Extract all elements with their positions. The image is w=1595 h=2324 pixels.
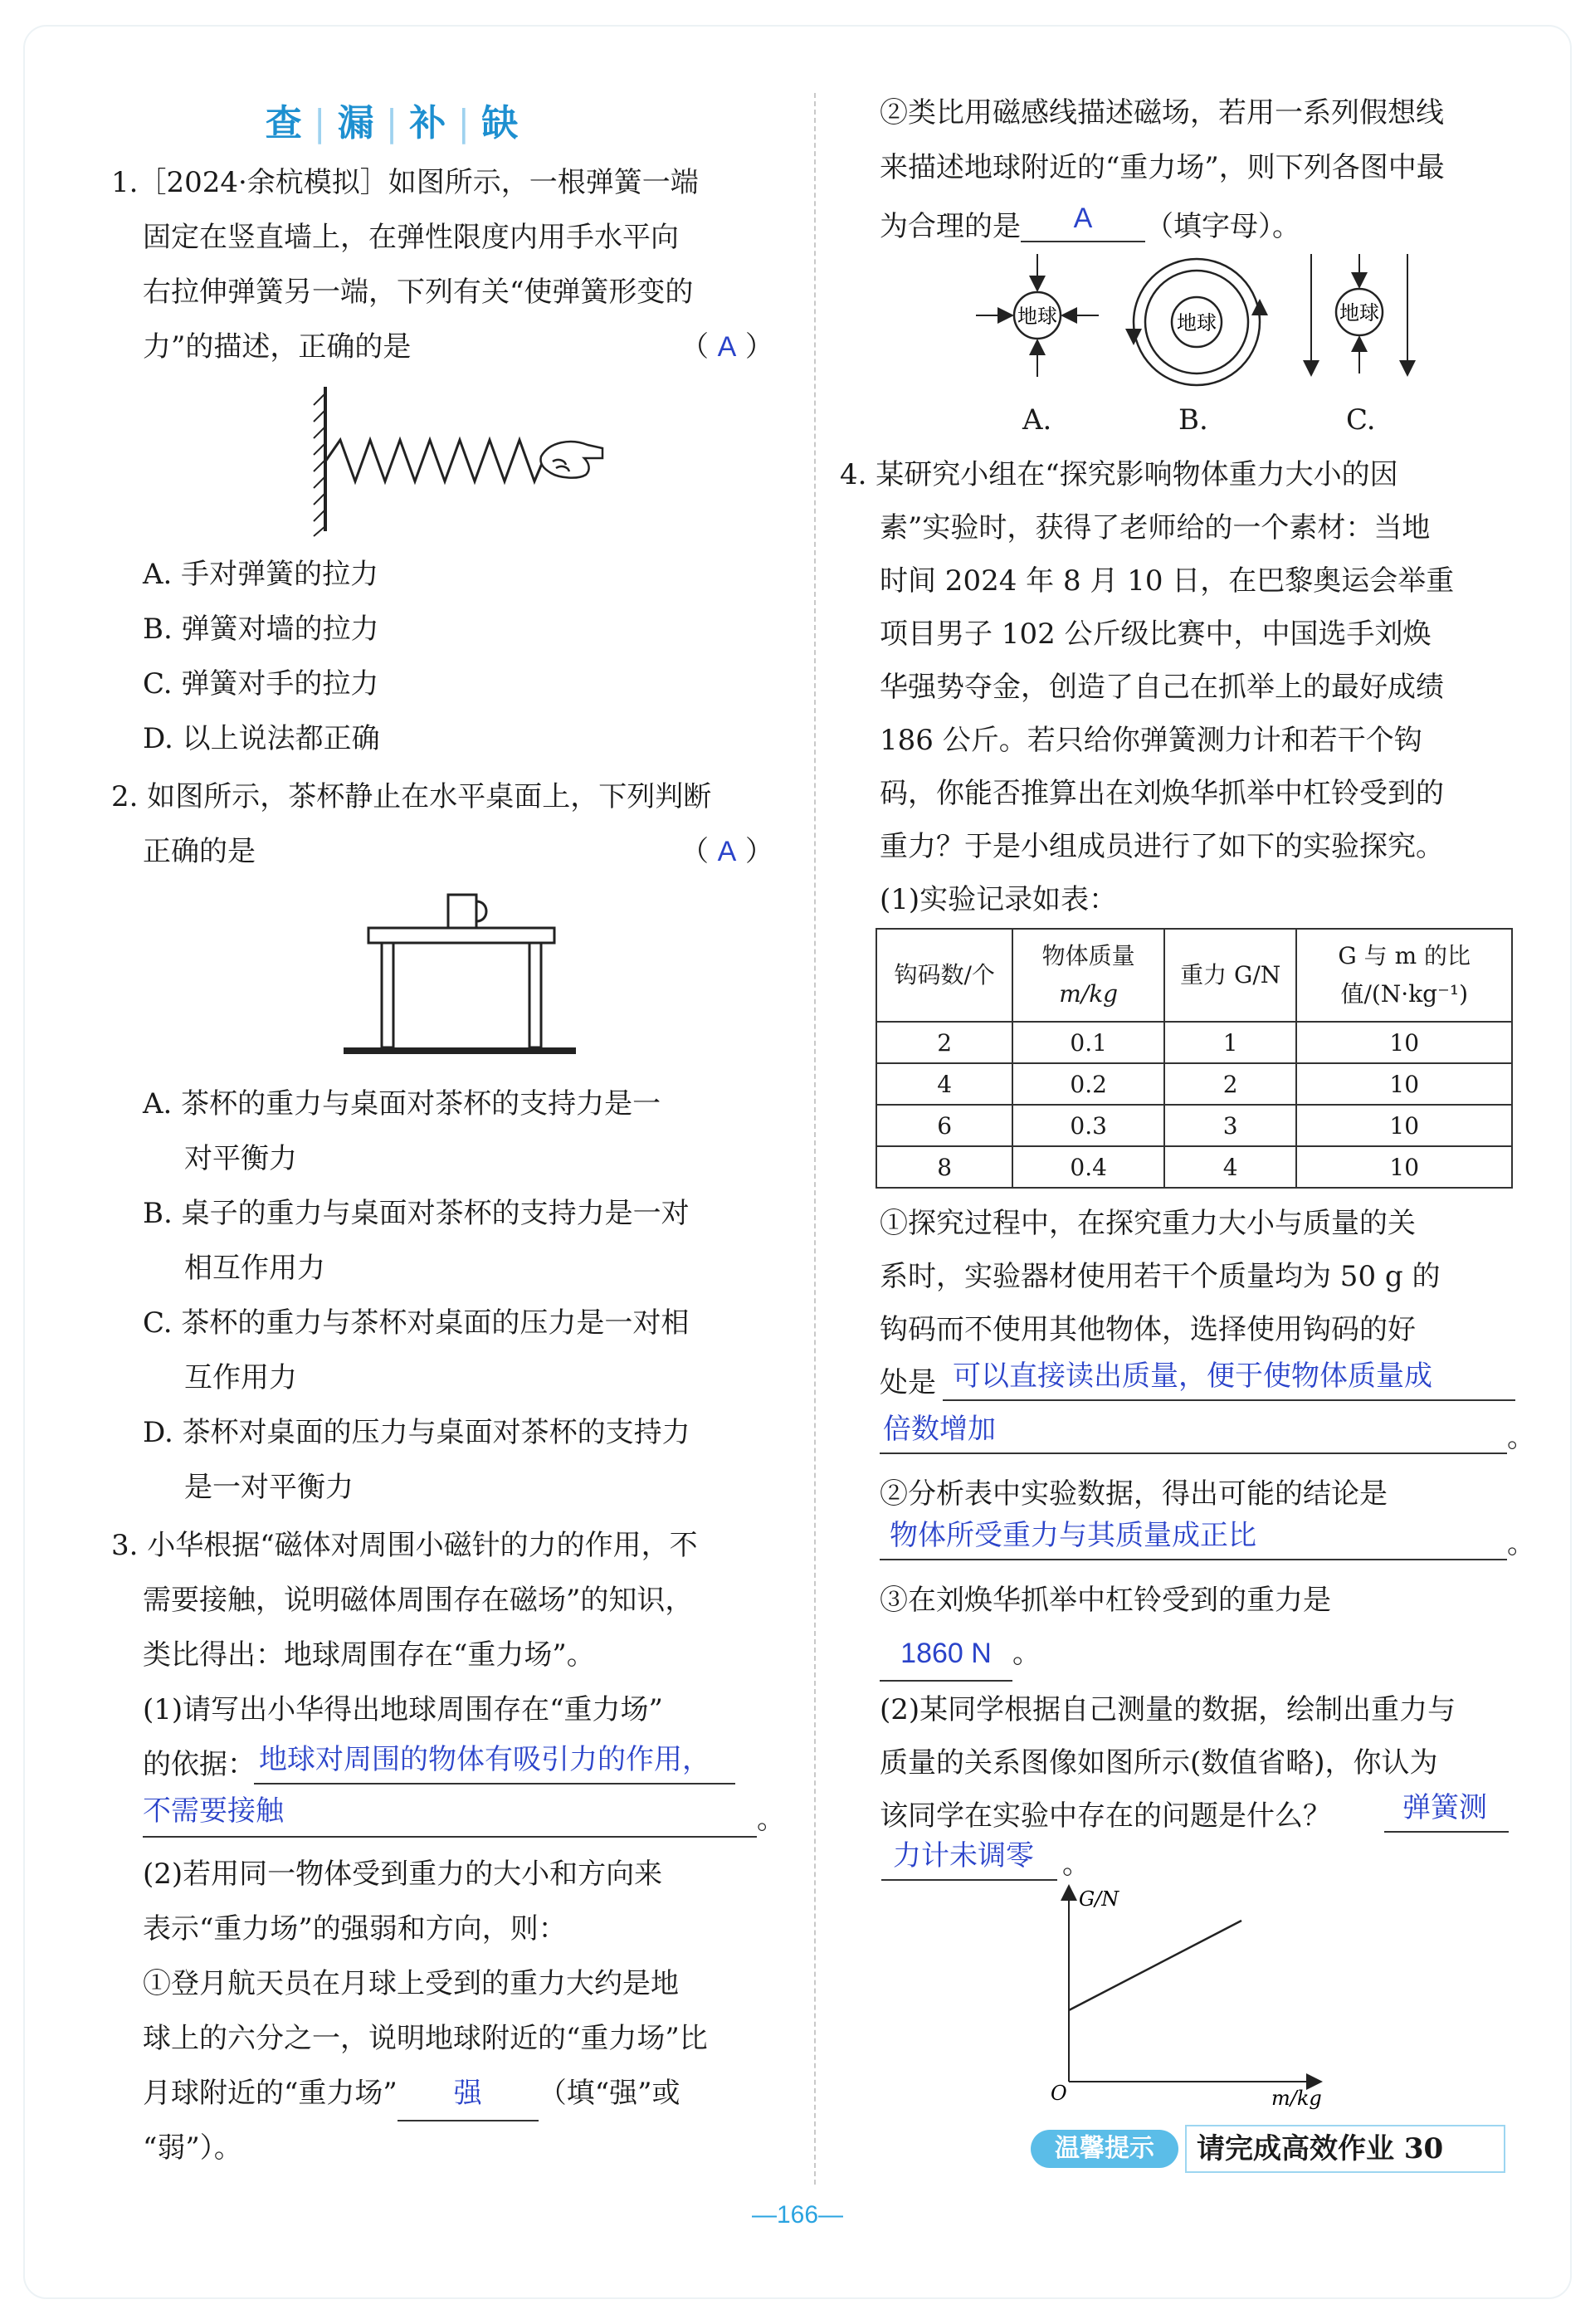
q3-part2-line: 表示“重力场”的强弱和方向，则：: [143, 1912, 567, 1946]
q4-stem-line: 186 公斤。若只给你弹簧测力计和若干个钩: [880, 724, 1422, 757]
q4-stem-line: 时间 2024 年 8 月 10 日，在巴黎奥运会举重: [880, 564, 1455, 598]
graph-line: [1069, 1921, 1241, 2010]
q2-option-b: B. 桌子的重力与桌面对茶杯的支持力是一对: [143, 1197, 690, 1230]
q2-stem-line: 2. 如图所示，茶杯静止在水平桌面上，下列判断: [111, 780, 712, 813]
q4-answer4-b: 力计未调零: [893, 1839, 1034, 1872]
field-diagram-b: [1130, 256, 1263, 388]
q3-part2-line: (2)若用同一物体受到重力的大小和方向来: [143, 1858, 663, 1891]
earth-label: 地球: [1339, 301, 1379, 325]
tip-banner: [1031, 2125, 1505, 2173]
table-header: 重力 G/N: [1164, 929, 1297, 1022]
q3-sub1-line: “弱”）。: [143, 2131, 242, 2165]
page-number: —166—: [751, 2201, 844, 2229]
title-char: 漏: [337, 102, 379, 144]
table-header: 钩码数/个: [876, 929, 1012, 1022]
q4-period: 。: [1507, 1527, 1535, 1560]
q3-sub2-line: 为合理的是 A （填字母）。: [880, 196, 1300, 253]
answer-underline: [880, 1559, 1507, 1560]
q1-answer-bracket: （ A ）: [680, 320, 773, 374]
q3-answer2: 强: [398, 2067, 539, 2121]
q4-sub3-line: 1860 N 。: [880, 1627, 1041, 1682]
q2-option-c: C. 茶杯的重力与茶杯对桌面的压力是一对相: [143, 1306, 690, 1340]
title-char: 查: [265, 102, 307, 144]
q1-option-d: D. 以上说法都正确: [143, 722, 380, 755]
q4-stem-line: 项目男子 102 公斤级比赛中，中国选手刘焕: [880, 618, 1432, 651]
q3-stem-line: 3. 小华根据“磁体对周围小磁针的力的作用，不: [111, 1529, 698, 1562]
q1-option-b: B. 弹簧对墙的拉力: [143, 613, 379, 646]
experiment-table: [876, 928, 1513, 1189]
answer-underline: [943, 1399, 1515, 1401]
q3-answer1-b: 不需要接触: [143, 1794, 284, 1828]
q3-period: 。: [757, 1803, 785, 1836]
q3-sub2-line: 来描述地球附近的“重力场”，则下列各图中最: [880, 151, 1445, 184]
q2-answer-bracket: （ A ）: [680, 825, 773, 878]
origin-label: O: [1051, 2082, 1067, 2105]
q3-part1-line: (1)请写出小华得出地球周围存在“重力场”: [143, 1693, 663, 1726]
q3-sub1-line: 月球附近的“重力场” 强 （填“强”或: [143, 2067, 680, 2121]
q4-part1-line: (1)实验记录如表：: [880, 883, 1118, 916]
q2-option-c-cont: 互作用力: [184, 1361, 297, 1394]
q3-answer1-a: 地球对周围的物体有吸引力的作用，: [259, 1743, 710, 1776]
answer-underline: [880, 1452, 1507, 1454]
q2-option-d: D. 茶杯对桌面的压力与桌面对茶杯的支持力: [143, 1416, 690, 1449]
table-row: 4 0.2 2 10: [876, 1063, 1512, 1105]
q4-part2-line: (2)某同学根据自己测量的数据，绘制出重力与: [880, 1693, 1456, 1726]
q2-option-d-cont: 是一对平衡力: [184, 1471, 354, 1504]
q4-sub1-line: 钩码而不使用其他物体，选择使用钩码的好: [880, 1313, 1416, 1346]
q4-answer4-a: 弹簧测: [1402, 1791, 1487, 1824]
q2-answer: A: [717, 836, 737, 867]
q1-answer: A: [717, 331, 737, 363]
q3-sub2-line: ②类比用磁感线描述磁场，若用一系列假想线: [880, 96, 1444, 129]
q4-stem-line: 重力？于是小组成员进行了如下的实验探究。: [880, 830, 1444, 863]
q2-option-a-cont: 对平衡力: [184, 1142, 297, 1175]
title-char: 缺: [481, 102, 524, 144]
earth-label: 地球: [1017, 305, 1057, 328]
table-row: 2 0.1 1 10: [876, 1022, 1512, 1063]
q4-answer3: 1860 N: [880, 1627, 1012, 1682]
q3-stem-line: 类比得出：地球周围存在“重力场”。: [143, 1638, 595, 1672]
q3-part1-line: 的依据：: [143, 1748, 256, 1781]
tip-text: 请完成高效作业 30: [1185, 2125, 1505, 2173]
diagram-option-b: B.: [1178, 403, 1208, 437]
q4-answer2: 物体所受重力与其质量成正比: [890, 1519, 1256, 1552]
q4-answer1-a: 可以直接读出质量，便于使物体质量成: [953, 1360, 1432, 1393]
q4-part2-line: 该同学在实验中存在的问题是什么？: [880, 1799, 1331, 1833]
table-row: 6 0.3 3 10: [876, 1105, 1512, 1146]
field-diagram-c: [1301, 249, 1417, 382]
q4-stem-line: 码，你能否推算出在刘焕华抓举中杠铃受到的: [880, 777, 1444, 810]
earth-label: 地球: [1177, 311, 1217, 334]
table-row: 8 0.4 4 10: [876, 1146, 1512, 1188]
q4-sub3-line: ③在刘焕华抓举中杠铃受到的重力是: [880, 1584, 1331, 1617]
answer-underline: [143, 1836, 757, 1838]
field-diagram-a: [971, 249, 1104, 382]
q4-period: 。: [1062, 1848, 1090, 1881]
q3-sub1-line: 球上的六分之一，说明地球附近的“重力场”比: [143, 2022, 708, 2055]
answer-underline: [254, 1783, 735, 1784]
diagram-option-c: C.: [1346, 403, 1376, 437]
hand-icon: [541, 442, 603, 478]
q2-stem-line: 正确的是: [143, 835, 256, 868]
q4-sub1-line: ①探究过程中，在探究重力大小与质量的关: [880, 1207, 1416, 1240]
tip-badge: 温馨提示: [1031, 2130, 1178, 2168]
x-axis-label: m/kg: [1271, 2087, 1322, 2110]
q1-stem-line: 右拉伸弹簧另一端，下列有关“使弹簧形变的: [143, 276, 694, 309]
column-divider: [814, 93, 816, 2185]
q3-answer3: A: [1021, 196, 1145, 242]
q4-stem-line: 素”实验时，获得了老师给的一个素材：当地: [880, 511, 1431, 544]
table-header: G 与 m 的比 值/(N·kg⁻¹): [1296, 929, 1512, 1022]
section-title: 查 | 漏 | 补 | 缺: [265, 102, 524, 144]
q1-option-c: C. 弹簧对手的拉力: [143, 667, 379, 701]
q4-answer1-b: 倍数增加: [883, 1413, 996, 1446]
answer-underline: [881, 1879, 1057, 1881]
q4-stem-line: 华强势夺金，创造了自己在抓举上的最好成绩: [880, 671, 1444, 704]
q4-stem-line: 4. 某研究小组在“探究影响物体重力大小的因: [840, 458, 1398, 491]
q2-option-b-cont: 相互作用力: [184, 1252, 325, 1285]
q1-option-a: A. 手对弹簧的拉力: [143, 558, 379, 591]
table-cup-figure: [340, 888, 581, 1062]
q4-sub2-line: ②分析表中实验数据，得出可能的结论是: [880, 1477, 1388, 1511]
table-header: 物体质量 m/kg: [1012, 929, 1164, 1022]
q2-option-a: A. 茶杯的重力与桌面对茶杯的支持力是一: [143, 1087, 661, 1120]
q3-stem-line: 需要接触，说明磁体周围存在磁场”的知识，: [143, 1584, 694, 1617]
spring-coil: [325, 440, 543, 481]
answer-underline: [1384, 1831, 1509, 1833]
y-axis-label: G/N: [1079, 1887, 1119, 1911]
q4-sub1-line: 处是: [880, 1366, 936, 1399]
q1-stem-line: 1.［2024·余杭模拟］如图所示，一根弹簧一端: [111, 166, 699, 199]
q3-sub1-line: ①登月航天员在月球上受到的重力大约是地: [143, 1967, 679, 2000]
q1-stem-line: 力”的描述，正确的是: [143, 330, 412, 364]
table-header-row: [876, 929, 1512, 1022]
q4-period: 。: [1507, 1421, 1535, 1454]
title-char: 补: [409, 102, 451, 144]
q4-part2-line: 质量的关系图像如图所示(数值省略)，你认为: [880, 1746, 1438, 1780]
diagram-option-a: A.: [1022, 403, 1052, 437]
cup-icon: [448, 895, 486, 928]
q4-sub1-line: 系时，实验器材使用若干个质量均为 50 g 的: [880, 1260, 1441, 1293]
q1-stem-line: 固定在竖直墙上，在弹性限度内用手水平向: [143, 221, 679, 254]
g-m-graph: [1046, 1882, 1344, 2123]
spring-figure: [307, 382, 606, 540]
